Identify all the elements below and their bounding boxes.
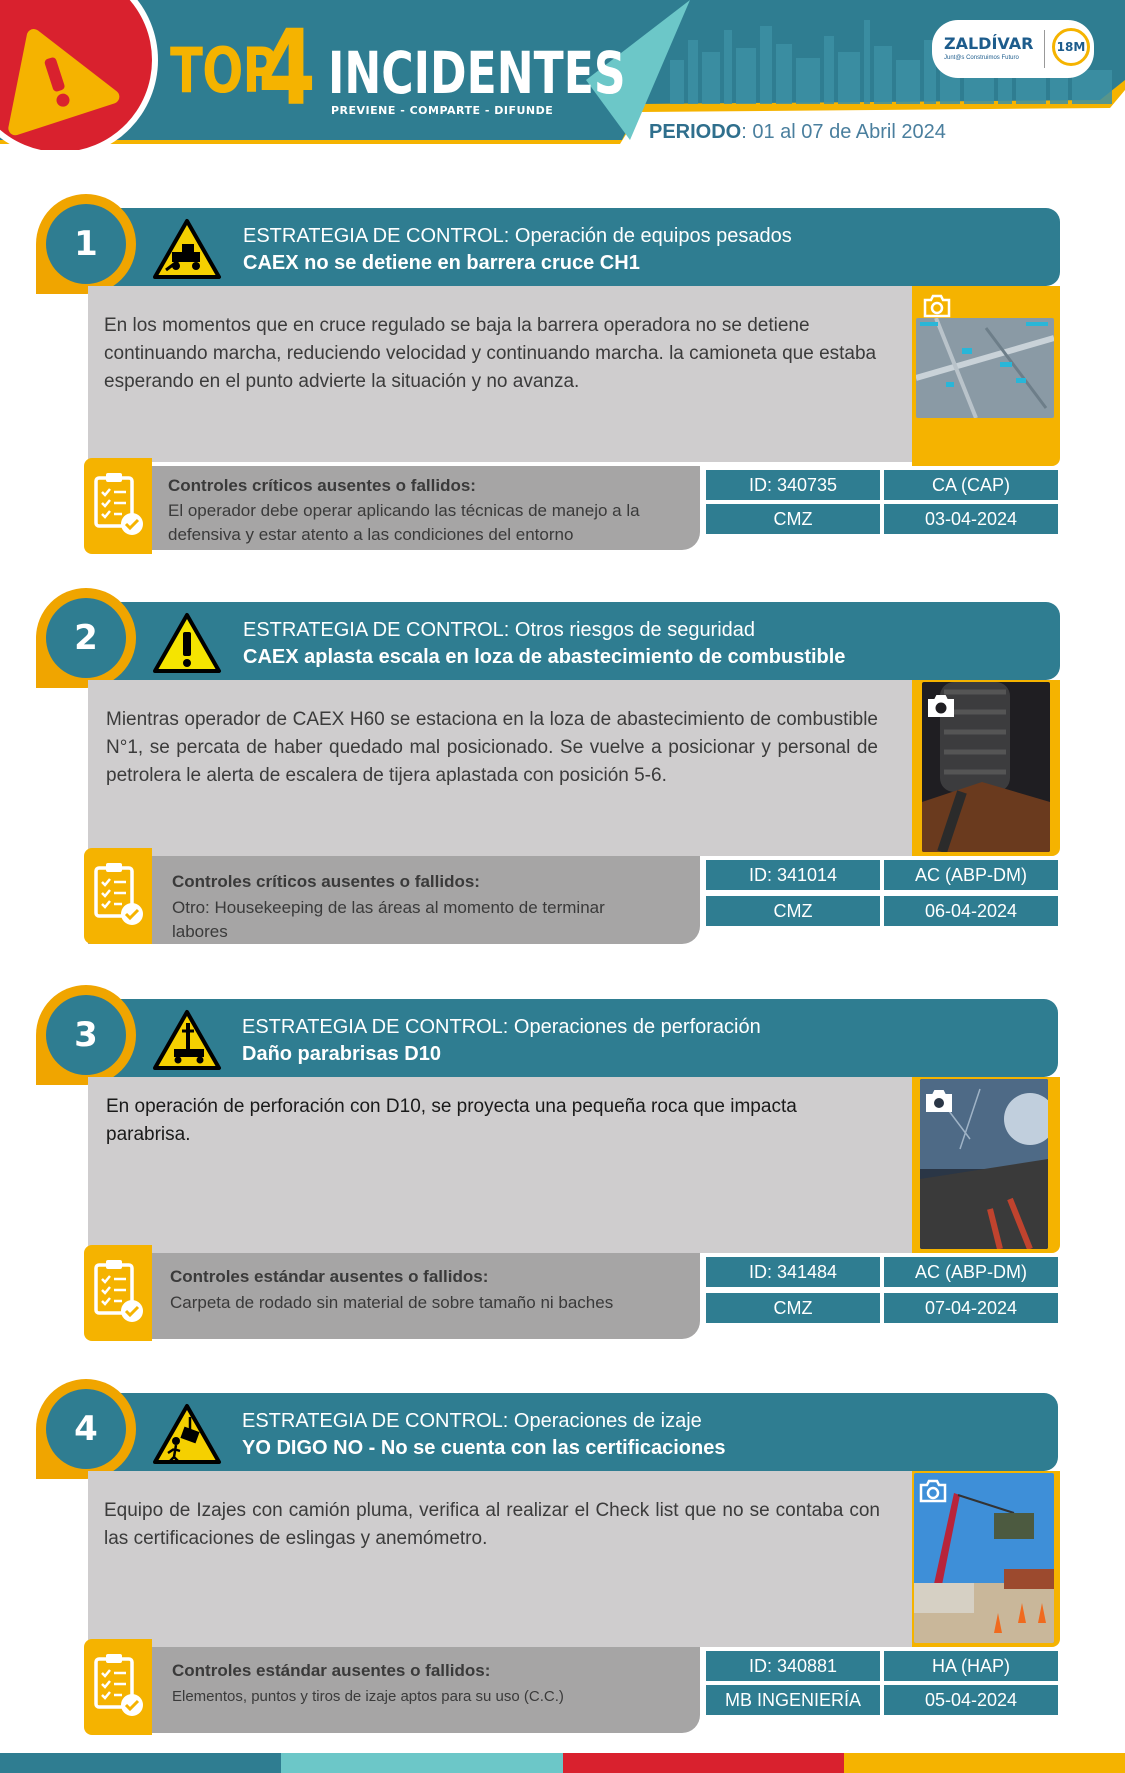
clipboard-badge [84, 848, 152, 944]
incident-company: MB INGENIERÍA [706, 1685, 880, 1715]
incident-body [88, 1471, 913, 1647]
periodo-value: : 01 al 07 de Abril 2024 [741, 121, 946, 143]
controls-label: Controles críticos ausentes o fallidos: [168, 476, 476, 495]
camera-icon [918, 1479, 948, 1503]
logo-tagline: Junt@s Construimos Futuro [944, 55, 1019, 61]
footer-stripe-yellow [844, 1753, 1125, 1773]
incident-date: 05-04-2024 [884, 1685, 1058, 1715]
camera-icon [924, 1089, 954, 1113]
incident-id: ID: 341014 [706, 860, 880, 890]
incident-company: CMZ [706, 504, 880, 534]
header-banner [0, 0, 1125, 150]
incident-number: 1 [46, 204, 126, 284]
incident-company: CMZ [706, 1293, 880, 1323]
title-number: 4 [258, 7, 316, 129]
incident-card-2 [0, 602, 1125, 982]
checklist-clipboard-icon [90, 1259, 146, 1325]
controls-label: Controles estándar ausentes o fallidos: [170, 1267, 489, 1286]
controls-bar [88, 466, 700, 550]
incident-id: ID: 341484 [706, 1257, 880, 1287]
incident-description: Equipo de Izajes con camión pluma, verifica al realizar el Check list que no se contaba con las certificaciones de eslingas y anemómetro. [104, 1500, 880, 1549]
incident-number: 3 [46, 995, 126, 1075]
heavy-equipment-warning-icon [152, 218, 222, 280]
incident-strategy: ESTRATEGIA DE CONTROL: Operación de equipos pesados [243, 225, 792, 247]
incident-category: AC (ABP-DM) [884, 1257, 1058, 1287]
controls-text: Carpeta de rodado sin material de sobre tamaño ni baches [170, 1293, 614, 1312]
photo-panel [912, 1077, 1060, 1253]
checklist-clipboard-icon [90, 472, 146, 538]
incident-category: HA (HAP) [884, 1651, 1058, 1681]
incident-category: AC (ABP-DM) [884, 860, 1058, 890]
suspended-load-warning-icon [152, 1403, 222, 1465]
incident-photo-aerial-map [916, 318, 1054, 418]
incident-body [88, 1077, 913, 1253]
controls-bar [88, 856, 700, 944]
controls-label: Controles críticos ausentes o fallidos: [172, 872, 480, 891]
controls-text: El operador debe operar aplicando las técnicas de manejo a la defensiva y estar atento a las condiciones del entorno [168, 501, 640, 544]
checklist-clipboard-icon [90, 1653, 146, 1719]
controls-label: Controles estándar ausentes o fallidos: [172, 1661, 491, 1680]
incident-title: CAEX no se detiene en barrera cruce CH1 [243, 252, 640, 274]
incident-header [110, 999, 1058, 1077]
controls-bar [88, 1647, 700, 1733]
incident-header [110, 602, 1060, 680]
company-logo [932, 20, 1094, 78]
incident-description: Mientras operador de CAEX H60 se estaciona en la loza de abastecimiento de combustible N°1, se percata de haber quedado mal posicionado. Se vuelve a posicionar y personal de petrolera le alerta de escalera de tijera aplastada con posición 5-6. [106, 709, 878, 786]
incident-strategy: ESTRATEGIA DE CONTROL: Otros riesgos de seguridad [243, 619, 756, 641]
checklist-clipboard-icon [90, 862, 146, 928]
incident-body [88, 680, 913, 856]
drilling-warning-icon [152, 1009, 222, 1071]
incident-date: 06-04-2024 [884, 896, 1058, 926]
incident-card-3 [0, 999, 1125, 1379]
incident-header [110, 1393, 1058, 1471]
general-warning-icon [152, 612, 222, 674]
periodo-label: PERIODO [649, 121, 742, 143]
incident-id: ID: 340881 [706, 1651, 880, 1681]
incident-strategy: ESTRATEGIA DE CONTROL: Operaciones de perforación [242, 1016, 761, 1038]
incident-date: 07-04-2024 [884, 1293, 1058, 1323]
logo-name: ZALDÍVAR [944, 34, 1034, 53]
incident-description: En operación de perforación con D10, se proyecta una pequeña roca que impacta parabrisa. [106, 1096, 797, 1145]
title-top: TOP [170, 34, 278, 107]
incident-title: YO DIGO NO - No se cuenta con las certificaciones [242, 1437, 726, 1459]
incident-header [110, 208, 1060, 286]
clipboard-badge [84, 458, 152, 554]
footer-stripe-light-teal [281, 1753, 563, 1773]
incident-id: ID: 340735 [706, 470, 880, 500]
camera-icon [922, 294, 952, 318]
logo-18m-badge: 18M [1052, 28, 1090, 66]
clipboard-badge [84, 1245, 152, 1341]
logo-divider [1044, 30, 1045, 68]
incident-title: Daño parabrisas D10 [242, 1043, 441, 1065]
controls-bar [88, 1253, 700, 1339]
incident-description: En los momentos que en cruce regulado se baja la barrera operadora no se detiene continuando marcha, reduciendo velocidad y continuando marcha. la camioneta que estaba esperando en el punto advierte la situación y no avanza. [104, 315, 877, 392]
footer-stripe-teal [0, 1753, 281, 1773]
camera-icon [926, 694, 956, 718]
incident-category: CA (CAP) [884, 470, 1058, 500]
incident-title: CAEX aplasta escala en loza de abastecimiento de combustible [243, 646, 846, 668]
photo-panel [912, 286, 1060, 466]
clipboard-badge [84, 1639, 152, 1735]
footer-stripe-red [563, 1753, 844, 1773]
incident-body [88, 286, 913, 462]
incident-card-4 [0, 1393, 1125, 1773]
incident-date: 03-04-2024 [884, 504, 1058, 534]
incident-strategy: ESTRATEGIA DE CONTROL: Operaciones de izaje [242, 1410, 702, 1432]
photo-panel [912, 680, 1060, 856]
controls-text: Elementos, puntos y tiros de izaje aptos para su uso (C.C.) [172, 1688, 564, 1705]
incident-card-1 [0, 208, 1125, 588]
incident-company: CMZ [706, 896, 880, 926]
periodo [649, 121, 946, 144]
header-subtitle: PREVIENE - COMPARTE - DIFUNDE [331, 104, 554, 117]
incident-number: 4 [46, 1389, 126, 1469]
title-incidentes: INCIDENTES [328, 39, 626, 107]
incident-number: 2 [46, 598, 126, 678]
photo-panel [912, 1471, 1060, 1647]
controls-text: Otro: Housekeeping de las áreas al momento de terminar labores [172, 898, 605, 941]
